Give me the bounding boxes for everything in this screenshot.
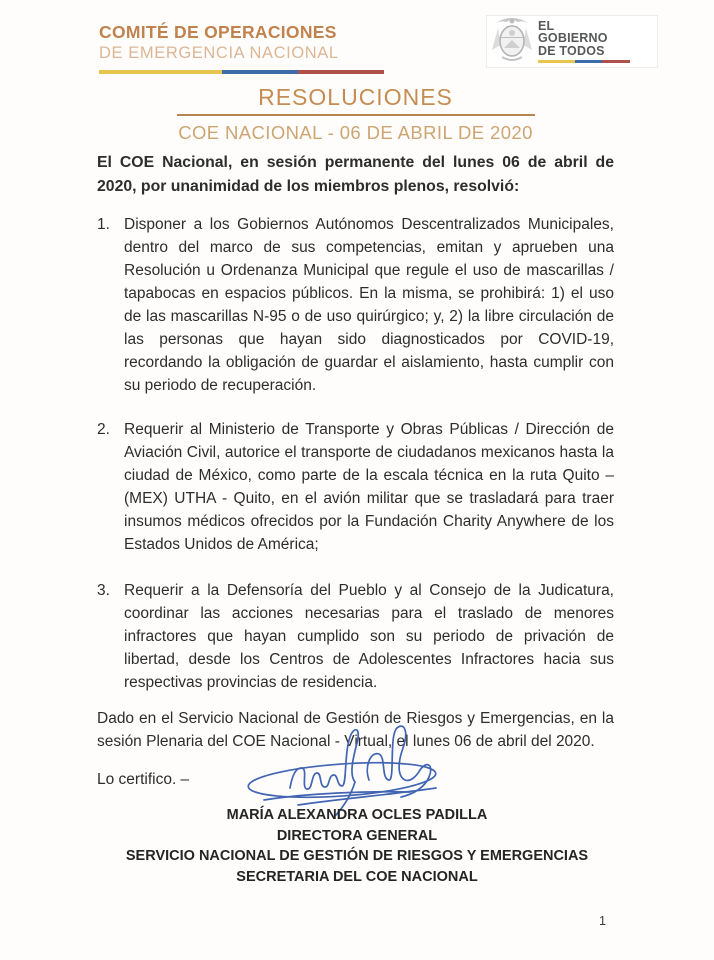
tricolor-red-segment (602, 60, 630, 63)
ecuador-tricolor-bar (99, 70, 384, 74)
tricolor-yellow-segment (538, 60, 575, 63)
signer-name: MARÍA ALEXANDRA OCLES PADILLA (226, 807, 488, 823)
committee-name-line2: DE EMERGENCIA NACIONAL (99, 44, 339, 62)
resolution-text: Requerir al Ministerio de Transporte y Obras Públicas / Dirección de Aviación Civil, autorice el transporte de ciudadanos mexicanos hasta la ciudad de México, como parte de la escala técnica en la ruta Quito – (MEX) UTHA - Quito, en el avión militar que se trasladará para traer insumos médicos ofrecidos por la Fundación Charity Anywhere de los Estados Unidos de América; (124, 421, 614, 553)
signer-title: DIRECTORA GENERAL (276, 827, 438, 844)
resolutions-list (97, 213, 614, 694)
tricolor-blue-segment (222, 70, 299, 74)
page-number: 1 (599, 914, 606, 928)
document-subtitle: COE NACIONAL - 06 DE ABRIL DE 2020 (178, 122, 533, 143)
tricolor-yellow-segment (99, 70, 222, 74)
tricolor-red-segment (298, 70, 384, 74)
signer-role: SECRETARIA DEL COE NACIONAL (236, 868, 478, 885)
title-underline (177, 114, 535, 116)
government-logo (486, 15, 658, 68)
document-title: RESOLUCIONES (258, 84, 453, 110)
resolution-number: 2. (97, 421, 110, 438)
intro-paragraph: El COE Nacional, en sesión permanente del lunes 06 de abril de 2020, por unanimidad de los miembros plenos, resolvió: (97, 154, 614, 195)
gov-slogan-line2: GOBIERNO (538, 31, 608, 46)
gov-tricolor-bar (538, 60, 630, 63)
resolution-text: Disponer a los Gobiernos Autónomos Descentralizados Municipales, dentro del marco de sus competencias, emitan y aprueben una Resolución u Ordenanza Municipal que regule el uso de mascarillas / tapabocas en espacios públicos. En la misma, se prohibirá: 1) el uso de las mascarillas N-95 o de uso quirúrgico; y, 2) la libre circulación de las personas que hayan sido diagnosticados por COVID-19, recordando la obligación de guardar el aislamiento, hasta cumplir con su periodo de recuperación. (124, 216, 614, 394)
resolution-text: Requerir a la Defensoría del Pueblo y al Consejo de la Judicatura, coordinar las acciones necesarias para el traslado de menores infractores que hayan cumplido son su periodo de privación de libertad, desde los Centros de Adolescentes Infractores hacia sus respectivas provincias de residencia. (124, 582, 614, 691)
gov-slogan-line1: EL (538, 18, 555, 33)
committee-logo (99, 22, 384, 74)
document-body (97, 84, 614, 791)
tricolor-blue-segment (575, 60, 603, 63)
resolution-number: 1. (97, 216, 110, 233)
gov-slogan-line3: DE TODOS (538, 43, 605, 58)
committee-name-line1: COMITÉ DE OPERACIONES (99, 22, 337, 42)
government-slogan (538, 20, 630, 64)
resolution-item (97, 418, 614, 556)
resolution-number: 3. (97, 582, 110, 599)
signer-block (0, 805, 714, 887)
ecuador-coat-of-arms-icon (490, 14, 534, 69)
certification-line: Lo certifico. – (97, 771, 190, 788)
resolution-item (97, 579, 614, 694)
resolution-item (97, 213, 614, 397)
signer-organization: SERVICIO NACIONAL DE GESTIÓN DE RIESGOS Y EMERGENCIAS (125, 848, 589, 864)
closing-paragraph: Dado en el Servicio Nacional de Gestión de Riesgos y Emergencias, en la sesión Plenaria del COE Nacional - Virtual, el lunes 06 de abril del 2020. (97, 710, 614, 750)
